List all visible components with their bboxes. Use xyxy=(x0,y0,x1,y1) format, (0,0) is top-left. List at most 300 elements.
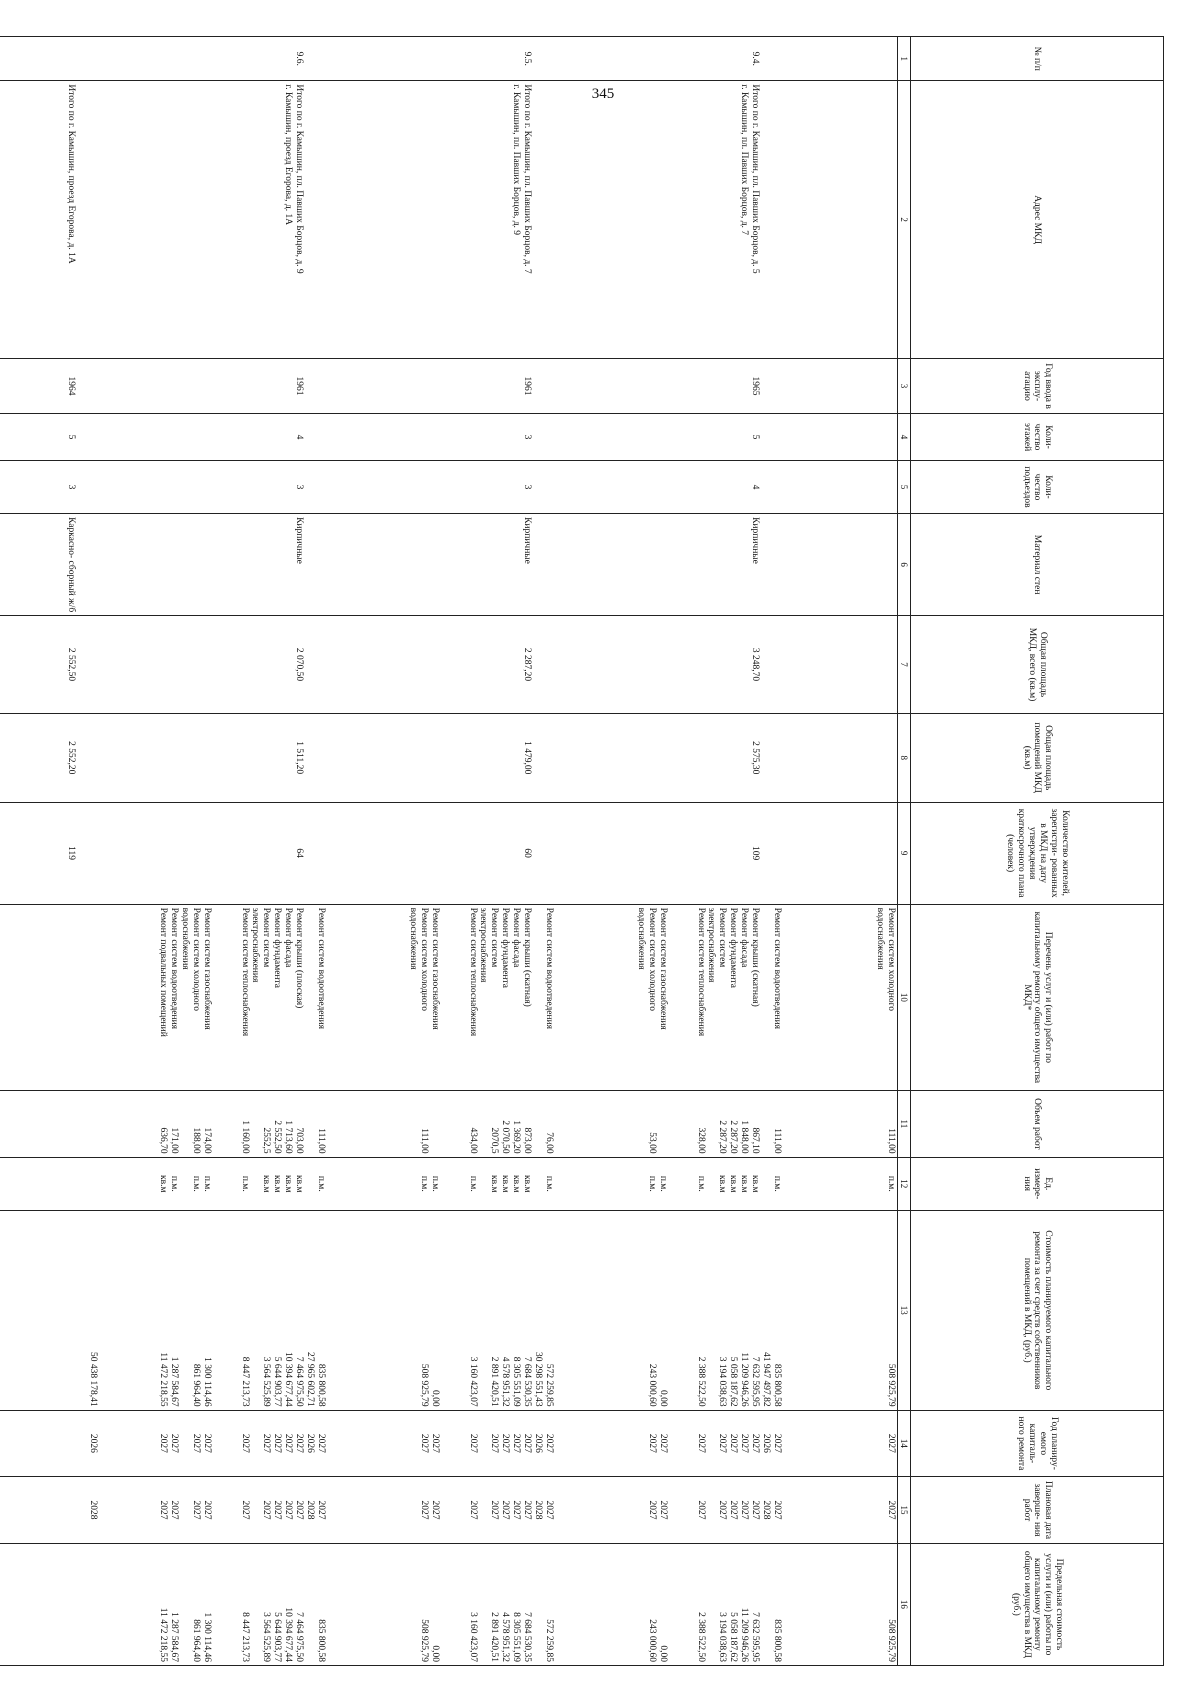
cell-line-yr: 2026 xyxy=(761,1433,772,1453)
header-row xyxy=(911,37,1164,1666)
cell-line-plan: 2027 xyxy=(419,1500,430,1520)
cell-line-unit: п.м. xyxy=(430,1175,440,1192)
cell-entr: 3 xyxy=(66,484,77,490)
cell-num xyxy=(99,37,213,81)
cell-area_p xyxy=(213,713,327,802)
table-row xyxy=(783,37,898,1666)
cell-line-works: Ремонт фундамента xyxy=(272,907,283,989)
cell-spacer xyxy=(646,619,657,710)
cell-spacer xyxy=(646,806,657,901)
cell-line-unit xyxy=(87,1161,98,1207)
cell-area xyxy=(99,616,213,714)
cell-spacer xyxy=(532,362,543,410)
cell-line-vol xyxy=(179,1094,190,1154)
cell-addr xyxy=(783,81,898,358)
cell-line-yr: 2027 xyxy=(739,1433,750,1453)
cell-spacer xyxy=(201,464,212,510)
cell-line-limit: 835 800,58 xyxy=(772,1619,782,1662)
cell-area_p xyxy=(783,713,898,802)
cell-yr xyxy=(213,1410,327,1477)
cell-spacer xyxy=(760,806,771,901)
column-header-11: Объем работ xyxy=(911,1091,1164,1158)
cell-line-unit xyxy=(706,1161,717,1207)
cell-spacer xyxy=(874,417,885,457)
column-number-3: 3 xyxy=(898,358,911,413)
cell-spacer xyxy=(190,40,201,77)
cell-spacer xyxy=(771,619,782,710)
cell-works xyxy=(327,904,441,1090)
column-header-14: Год планиру- емого капиталь- ного ремонта xyxy=(911,1410,1164,1477)
cell-walls xyxy=(213,514,327,616)
cell-line-vol: 867,10 xyxy=(750,1127,761,1154)
cell-line-unit: п.м. xyxy=(316,1175,326,1192)
cell-line-vol: 1 848,00 xyxy=(739,1120,750,1154)
cell-line-plan: 2027 xyxy=(202,1500,212,1520)
cell-entr xyxy=(327,460,441,513)
cell-line-plan: 2027 xyxy=(261,1500,272,1520)
cell-line-addr xyxy=(396,84,407,354)
cell-line-addr xyxy=(624,84,635,354)
cell-line-yr: 2027 xyxy=(500,1433,511,1453)
cell-line-yr: 2027 xyxy=(169,1433,180,1453)
cell-spacer xyxy=(885,464,896,510)
cell-line-cost: 2 388 522,50 xyxy=(695,1356,706,1407)
cell-spacer xyxy=(874,84,885,354)
cell-area_p xyxy=(99,713,213,802)
cell-line-plan: 2027 xyxy=(316,1500,326,1520)
cell-walls: Каркасно- сборный ж/б xyxy=(66,517,77,613)
cell-walls xyxy=(99,514,213,616)
cell-spacer xyxy=(771,464,782,510)
cell-spacer xyxy=(87,517,98,612)
cell-spacer xyxy=(190,619,201,710)
cell-spacer xyxy=(190,717,201,799)
cell-spacer xyxy=(760,717,771,799)
cell-vol xyxy=(441,1091,555,1158)
cell-spacer xyxy=(429,717,440,799)
cell-spacer xyxy=(315,717,326,799)
cell-line-vol xyxy=(407,1094,418,1154)
cell-area_p: 1 511,20 xyxy=(294,741,305,775)
cell-line-limit xyxy=(304,1547,315,1662)
cell-line-yr: 2027 xyxy=(658,1433,668,1453)
cell-line-vol: 111,00 xyxy=(316,1128,326,1154)
cell-vol xyxy=(213,1091,327,1158)
cell-spacer xyxy=(646,40,657,77)
table-row xyxy=(555,37,669,1666)
repair-plan-table xyxy=(0,36,1164,1666)
cell-line-limit: 508 925,79 xyxy=(886,1619,896,1662)
cell-entr: 3 xyxy=(522,484,533,490)
cell-line-plan xyxy=(874,1480,885,1540)
cell-people xyxy=(783,802,898,904)
cell-year xyxy=(0,358,99,413)
cell-line-cost: 5 644 903,77 xyxy=(272,1356,283,1407)
cell-line-cost: 835 800,58 xyxy=(316,1363,326,1407)
cell-spacer xyxy=(646,84,657,354)
cell-line-cost: 572 259,85 xyxy=(544,1363,554,1407)
cell-plan xyxy=(213,1477,327,1544)
cell-limit xyxy=(441,1543,555,1665)
cell-spacer xyxy=(760,417,771,457)
cell-line-yr xyxy=(478,1414,489,1474)
cell-people: 119 xyxy=(66,846,77,861)
cell-line-vol: 1 160,00 xyxy=(239,1120,250,1154)
cell-spacer xyxy=(304,84,315,354)
cell-spacer xyxy=(190,464,201,510)
cell-line-plan: 2027 xyxy=(717,1500,728,1520)
cell-year xyxy=(555,358,669,413)
cell-line-plan: 2027 xyxy=(430,1500,440,1520)
cell-num: 9.5. xyxy=(522,51,533,66)
cell-area: 3 248,70 xyxy=(750,647,761,682)
column-header-6: Материал стен xyxy=(911,514,1164,616)
cell-line-yr: 2027 xyxy=(261,1433,272,1453)
cell-line-plan: 2027 xyxy=(158,1500,169,1520)
cell-line-works xyxy=(304,908,315,1087)
cell-walls: Кирпичные xyxy=(294,517,305,564)
cell-spacer xyxy=(429,362,440,410)
cell-line-plan xyxy=(407,1480,418,1540)
cell-people xyxy=(555,802,669,904)
cell-line-yr: 2027 xyxy=(316,1433,326,1453)
cell-spacer xyxy=(657,417,668,457)
cell-area xyxy=(441,616,555,714)
cell-spacer xyxy=(87,464,98,510)
cell-line-cost: 27 965 602,71 xyxy=(305,1352,316,1407)
cell-spacer xyxy=(657,84,668,354)
cell-line-limit: 4 578 951,32 xyxy=(500,1612,511,1662)
cell-line-works: Ремонт систем холодного xyxy=(419,907,430,1011)
cell-spacer xyxy=(532,517,543,612)
cell-spacer xyxy=(771,417,782,457)
column-number-9: 9 xyxy=(898,802,911,904)
cell-line-works: водоснабжения xyxy=(408,907,419,970)
cell-line-yr: 2027 xyxy=(544,1433,554,1453)
cell-line-plan: 2027 xyxy=(886,1500,896,1520)
cell-line-cost xyxy=(706,1214,717,1407)
cell-spacer xyxy=(532,417,543,457)
cell-line-vol: 1 713,60 xyxy=(283,1120,294,1154)
cell-line-limit: 5 058 187,62 xyxy=(728,1612,739,1662)
cell-limit xyxy=(555,1543,669,1665)
cell-spacer xyxy=(543,84,554,354)
cell-line-vol: 636,70 xyxy=(158,1127,169,1154)
cell-line-vol: 434,00 xyxy=(467,1127,478,1154)
cell-unit xyxy=(99,1157,213,1210)
cell-floors: 5 xyxy=(66,434,77,440)
cell-line-cost: 1 300 114,46 xyxy=(202,1357,212,1407)
cell-num xyxy=(327,37,441,81)
cell-line-plan: 2027 xyxy=(544,1500,554,1520)
cell-line-limit: 2 891 420,51 xyxy=(489,1612,500,1662)
cell-spacer xyxy=(201,806,212,901)
cell-vol xyxy=(99,1091,213,1158)
column-header-3: Год ввода в эксплу- атацию xyxy=(911,358,1164,413)
cell-area_p: 1 479,00 xyxy=(522,741,533,775)
cell-line-yr: 2027 xyxy=(283,1433,294,1453)
cell-spacer xyxy=(429,619,440,710)
cell-spacer xyxy=(657,40,668,77)
cell-line-plan xyxy=(250,1480,261,1540)
cell-spacer xyxy=(315,362,326,410)
cell-cost xyxy=(783,1210,898,1410)
cell-spacer xyxy=(190,362,201,410)
cell-works xyxy=(669,904,783,1090)
cell-line-works: электроснабжения xyxy=(706,907,717,983)
cell-spacer xyxy=(885,40,896,77)
cell-line-limit xyxy=(250,1547,261,1662)
cell-line-unit: п.м. xyxy=(467,1175,478,1192)
cell-area_p: 2 575,30 xyxy=(750,741,761,775)
cell-line-unit xyxy=(304,1161,315,1207)
cell-line-works: Ремонт систем теплоснабжения xyxy=(467,907,478,1037)
column-number-2: 2 xyxy=(898,81,911,358)
cell-line-yr: 2027 xyxy=(191,1433,202,1453)
cell-spacer xyxy=(76,464,87,510)
cell-area_p xyxy=(555,713,669,802)
table-row xyxy=(327,37,441,1666)
cell-walls xyxy=(783,514,898,616)
cell-line-works: Ремонт фасада xyxy=(283,907,294,968)
cell-plan xyxy=(555,1477,669,1544)
cell-floors xyxy=(441,414,555,461)
cell-line-works xyxy=(760,908,771,1087)
cell-spacer xyxy=(418,717,429,799)
cell-vol xyxy=(669,1091,783,1158)
cell-spacer xyxy=(87,619,98,710)
cell-line-works: Ремонт крыши (скатная) xyxy=(750,907,761,1007)
cell-line-addr xyxy=(168,84,179,354)
cell-works xyxy=(441,904,555,1090)
cell-spacer xyxy=(885,806,896,901)
cell-line-plan: 2027 xyxy=(169,1500,180,1520)
cell-line-cost: 8 447 213,73 xyxy=(239,1356,250,1407)
column-number-6: 6 xyxy=(898,514,911,616)
cell-spacer xyxy=(76,717,87,799)
column-number-7: 7 xyxy=(898,616,911,714)
table-row xyxy=(99,37,213,1666)
cell-line-works: Ремонт систем водоотведения xyxy=(772,907,782,1030)
cell-line-plan: 2027 xyxy=(522,1500,533,1520)
cell-num: 9.6. xyxy=(294,51,305,66)
cell-line-limit: 861 964,40 xyxy=(191,1619,202,1662)
cell-spacer xyxy=(418,806,429,901)
cell-spacer xyxy=(304,40,315,77)
cell-spacer xyxy=(201,717,212,799)
column-header-13: Стоимость планируемого капитального ремонта за счет средств собственников помещений в МКД, (руб.) xyxy=(911,1210,1164,1410)
cell-line-plan: 2027 xyxy=(739,1500,750,1520)
cell-line-yr xyxy=(874,1414,885,1474)
cell-line-cost: 7 632 595,95 xyxy=(750,1356,761,1407)
cell-line-vol xyxy=(635,1094,646,1154)
cell-line-plan: 2028 xyxy=(533,1500,544,1520)
cell-plan xyxy=(669,1477,783,1544)
cell-spacer xyxy=(543,517,554,612)
cell-line-limit: 0,00 xyxy=(430,1645,440,1662)
column-number-4: 4 xyxy=(898,414,911,461)
cell-spacer xyxy=(418,84,429,354)
cell-line-limit: 3 160 423,07 xyxy=(467,1612,478,1662)
cell-works xyxy=(0,904,99,1090)
cell-area xyxy=(555,616,669,714)
cell-cost xyxy=(441,1210,555,1410)
cell-line-cost xyxy=(250,1214,261,1407)
cell-floors: 3 xyxy=(522,434,533,440)
cell-walls xyxy=(441,514,555,616)
cell-line-yr: 2026 xyxy=(533,1433,544,1453)
cell-year: 1964 xyxy=(66,376,77,396)
cell-line-addr xyxy=(852,84,863,354)
cell-spacer xyxy=(429,40,440,77)
cell-line-vol: 111,00 xyxy=(886,1128,896,1154)
cell-line-yr: 2027 xyxy=(430,1433,440,1453)
cell-line-works: Ремонт подвальных помещений xyxy=(158,907,169,1037)
cell-line-addr: Итого по г. Камышин, пл. Павших Борцов, д. 9 xyxy=(294,84,305,274)
cell-line-works xyxy=(87,908,98,1087)
cell-spacer xyxy=(646,362,657,410)
cell-entr xyxy=(783,460,898,513)
cell-line-addr: Итого по г. Камышин, пл. Павших Борцов, д. 7 xyxy=(522,84,533,274)
cell-spacer xyxy=(315,40,326,77)
cell-spacer xyxy=(418,40,429,77)
cell-line-unit: п.м. xyxy=(658,1175,668,1192)
cell-line-limit: 1 300 114,46 xyxy=(202,1612,212,1662)
cell-line-limit xyxy=(635,1547,646,1662)
cell-line-vol: 76,00 xyxy=(544,1132,554,1154)
cell-line-cost xyxy=(478,1214,489,1407)
cell-floors xyxy=(783,414,898,461)
cell-line-plan: 2027 xyxy=(728,1500,739,1520)
cell-line-vol xyxy=(657,1094,668,1154)
cell-spacer xyxy=(76,40,87,77)
cell-line-limit: 3 564 525,89 xyxy=(261,1612,272,1662)
cell-line-unit: кв.м xyxy=(750,1175,761,1193)
cell-unit xyxy=(0,1157,99,1210)
cell-unit xyxy=(213,1157,327,1210)
cell-spacer xyxy=(304,717,315,799)
cell-line-plan: 2028 xyxy=(761,1500,772,1520)
cell-line-yr xyxy=(706,1414,717,1474)
cell-line-vol xyxy=(478,1094,489,1154)
cell-floors xyxy=(0,414,99,461)
cell-unit xyxy=(783,1157,898,1210)
column-header-1: № п/п xyxy=(911,37,1164,81)
cell-line-vol xyxy=(760,1094,771,1154)
cell-spacer xyxy=(76,619,87,710)
cell-line-addr: г. Камышин, пл. Павших Борцов, д. 7 xyxy=(739,84,750,236)
column-number-8: 8 xyxy=(898,713,911,802)
column-header-12: Ед. измере- ния xyxy=(911,1157,1164,1210)
cell-spacer xyxy=(304,464,315,510)
cell-line-unit: п.м. xyxy=(191,1175,202,1192)
column-header-16: Предельная стоимость услуги и (или) работы по капитальному ремонту общего имущества в МКД (руб.) xyxy=(911,1543,1164,1665)
cell-line-works: электроснабжения xyxy=(478,907,489,983)
cell-year xyxy=(327,358,441,413)
cell-line-vol: 873,00 xyxy=(522,1127,533,1154)
cell-year xyxy=(99,358,213,413)
cell-cost xyxy=(669,1210,783,1410)
cell-spacer xyxy=(190,417,201,457)
cell-entr xyxy=(441,460,555,513)
column-header-7: Общая площадь МКД, всего (кв.м) xyxy=(911,616,1164,714)
cell-walls xyxy=(0,514,99,616)
cell-line-works: Ремонт крыши (скатная) xyxy=(522,907,533,1007)
cell-line-unit: кв.м xyxy=(717,1175,728,1193)
cell-line-limit: 5 644 903,77 xyxy=(272,1612,283,1662)
cell-line-plan xyxy=(478,1480,489,1540)
cell-line-yr: 2027 xyxy=(489,1433,500,1453)
cell-area_p xyxy=(669,713,783,802)
cell-line-unit: п.м. xyxy=(772,1175,782,1192)
cell-line-plan: 2027 xyxy=(191,1500,202,1520)
cell-line-vol xyxy=(706,1094,717,1154)
cell-spacer xyxy=(87,417,98,457)
cell-yr xyxy=(441,1410,555,1477)
cell-spacer xyxy=(304,619,315,710)
cell-spacer xyxy=(190,84,201,354)
column-header-5: Коли- чество подъездов xyxy=(911,460,1164,513)
column-number-13: 13 xyxy=(898,1210,911,1410)
rotated-table-container xyxy=(54,36,1164,1666)
cell-line-plan xyxy=(706,1480,717,1540)
cell-line-yr: 2027 xyxy=(419,1433,430,1453)
cell-line-yr: 2026 xyxy=(305,1433,316,1453)
cell-people: 60 xyxy=(522,848,533,858)
cell-line-yr: 2027 xyxy=(647,1433,658,1453)
cell-num xyxy=(213,37,327,81)
cell-line-works xyxy=(532,908,543,1087)
cell-floors xyxy=(327,414,441,461)
column-number-14: 14 xyxy=(898,1410,911,1477)
cell-line-unit: кв.м xyxy=(739,1175,750,1193)
cell-line-works: Ремонт систем холодного xyxy=(886,907,896,1011)
cell-line-addr xyxy=(54,84,65,354)
cell-line-cost: 243 000,60 xyxy=(647,1363,658,1407)
cell-line-unit: п.м. xyxy=(647,1175,658,1192)
cell-line-unit xyxy=(407,1161,418,1207)
cell-line-plan: 2027 xyxy=(467,1500,478,1520)
cell-area_p xyxy=(327,713,441,802)
cell-spacer xyxy=(874,517,885,612)
cell-year xyxy=(213,358,327,413)
cell-vol xyxy=(0,1091,99,1158)
column-header-8: Общая площадь помещений МКД (кв.м) xyxy=(911,713,1164,802)
cell-line-unit xyxy=(760,1161,771,1207)
table-row xyxy=(441,37,555,1666)
cell-line-unit: кв.м xyxy=(489,1175,500,1193)
cell-line-cost: 41 947 497,82 xyxy=(761,1352,772,1407)
cell-line-works: Ремонт систем холодного xyxy=(647,907,658,1011)
cell-line-addr: Итого по г. Камышин, пл. Павших Борцов, д. 5 xyxy=(750,84,761,274)
cell-spacer xyxy=(429,806,440,901)
cell-limit xyxy=(327,1543,441,1665)
column-header-2: Адрес МКД xyxy=(911,81,1164,358)
cell-line-works: Ремонт систем газоснабжения xyxy=(430,907,440,1030)
cell-plan xyxy=(441,1477,555,1544)
cell-unit xyxy=(441,1157,555,1210)
cell-line-plan: 2027 xyxy=(695,1500,706,1520)
cell-line-yr: 2027 xyxy=(772,1433,782,1453)
column-header-15: Плановая дата заверше- ния работ xyxy=(911,1477,1164,1544)
cell-line-addr: г. Камышин, пл. Павших Борцов, д. 9 xyxy=(511,84,522,236)
cell-spacer xyxy=(87,806,98,901)
cell-unit xyxy=(555,1157,669,1210)
table-row xyxy=(669,37,783,1666)
cell-line-limit: 7 684 530,35 xyxy=(522,1612,533,1662)
cell-line-vol: 111,00 xyxy=(772,1128,782,1154)
cell-area xyxy=(327,616,441,714)
